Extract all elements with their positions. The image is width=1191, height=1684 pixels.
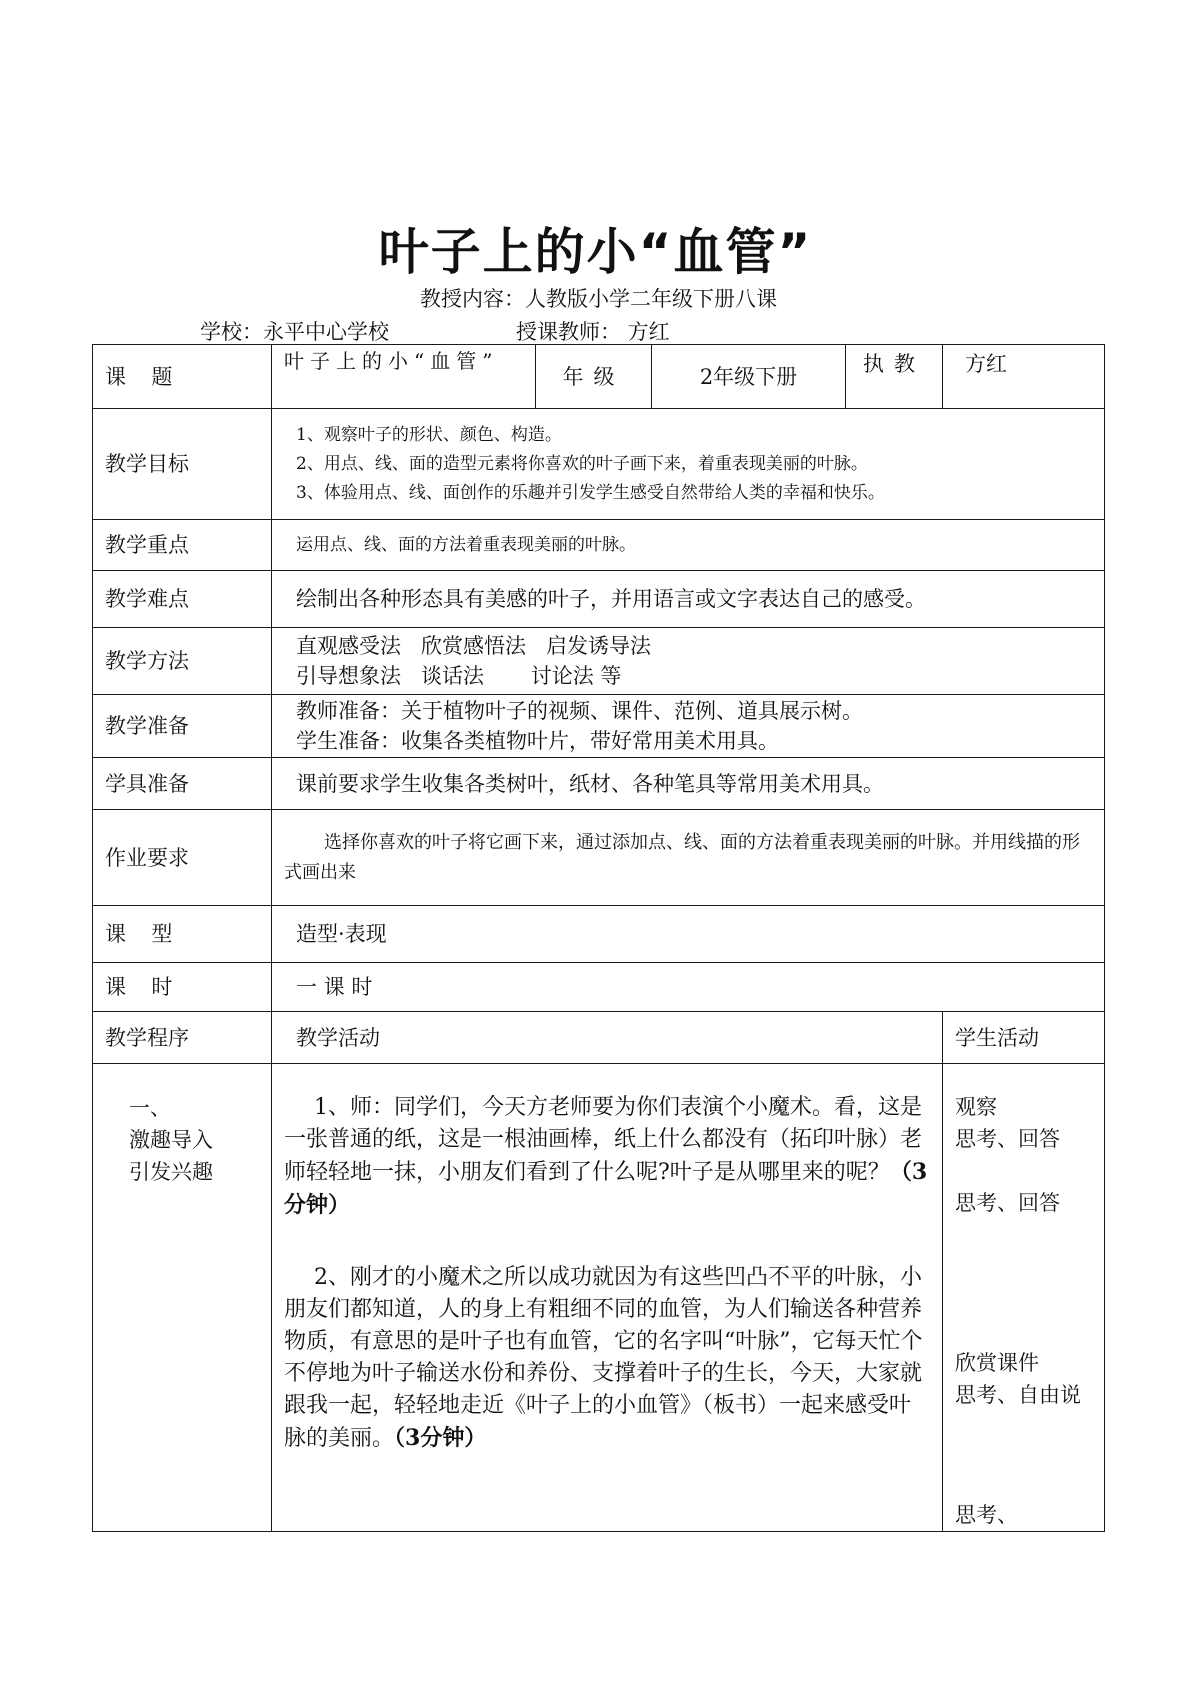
step-cell: [93, 1064, 272, 1532]
time-note: （3分钟）: [394, 1425, 487, 1451]
tools-row: [93, 758, 1105, 810]
period-label: 课 时: [93, 963, 272, 1012]
activity-paragraph-2: [284, 1262, 930, 1455]
prep-line: 教师准备：关于植物叶子的视频、课件、范例、道具展示树。: [296, 699, 863, 723]
activity-text: 1、师：同学们，今天方老师要为你们表演个小魔术。看，这是一张普通的纸，这是一根油画棒，纸上什么都没有（拓印叶脉）老师轻轻地一抹，小朋友们看到了什么呢?叶子是从哪里来的呢？: [284, 1095, 923, 1185]
activity-paragraph-1: [284, 1092, 930, 1222]
tools-content: 课前要求学生收集各类树叶，纸材、各种笔具等常用美术用具。: [272, 758, 1105, 810]
key-row: [93, 520, 1105, 571]
period-content: 一 课 时: [272, 963, 1105, 1012]
key-content: 运用点、线、面的方法着重表现美丽的叶脉。: [272, 520, 1105, 571]
goal-item: 3、体验用点、线、面创作的乐趣并引发学生感受自然带给人类的幸福和快乐。: [296, 482, 885, 503]
method-content: [272, 628, 1105, 695]
type-row: [93, 906, 1105, 963]
method-line: 引导想象法 谈话法 讨论法 等: [296, 664, 622, 688]
goals-label: 教学目标: [93, 409, 272, 520]
homework-label: 作业要求: [93, 810, 272, 906]
procedure-step-row: [93, 1064, 1105, 1532]
grade-value: 2年级下册: [652, 345, 846, 409]
homework-content: [272, 810, 1105, 906]
goal-item: 2、用点、线、面的造型元素将你喜欢的叶子画下来，着重表现美丽的叶脉。: [296, 453, 868, 474]
teach-value: 方红: [943, 345, 1105, 409]
procedure-col-label: 教学程序: [93, 1012, 272, 1064]
prep-label: 教学准备: [93, 695, 272, 758]
homework-row: [93, 810, 1105, 906]
goals-row: [93, 409, 1105, 520]
tools-label: 学具准备: [93, 758, 272, 810]
student-activity: 思考、: [955, 1503, 1018, 1527]
lesson-plan-table: [92, 344, 1105, 1532]
student-activity: 思考、回答: [955, 1127, 1060, 1151]
student-activity: 欣赏课件: [955, 1351, 1039, 1375]
school-label: 学校：永平中心学校: [200, 320, 389, 344]
grade-label: 年级: [536, 345, 652, 409]
activity-text: 2、刚才的小魔术之所以成功就因为有这些凹凸不平的叶脉，小朋友们都知道，人的身上有粗细不同的血管，为人们输送各种营养物质，有意思的是叶子也有血管，它的名字叫“叶脉”，它每天忙个不停地为叶子输送水份和养份、支撑着叶子的生长，今天，大家就跟我一起，轻轻地走近《叶子上的小血管》（板书）一起来感受叶脉的美丽。: [284, 1265, 923, 1451]
method-line: 直观感受法 欣赏感悟法 启发诱导法: [296, 634, 652, 658]
difficult-content: 绘制出各种形态具有美感的叶子，并用语言或文字表达自己的感受。: [272, 571, 1105, 628]
method-label: 教学方法: [93, 628, 272, 695]
topic-label: 课 题: [93, 345, 272, 409]
goals-content: [272, 409, 1105, 520]
student-activity: 思考、自由说: [955, 1383, 1081, 1407]
step-subtitle: 引发兴趣: [129, 1160, 213, 1184]
prep-row: [93, 695, 1105, 758]
activity-cell: [272, 1064, 943, 1532]
activity-col-label: 教学活动: [272, 1012, 943, 1064]
student-cell: [943, 1064, 1105, 1532]
prep-line: 学生准备：收集各类植物叶片，带好常用美术用具。: [296, 729, 779, 753]
key-label: 教学重点: [93, 520, 272, 571]
teacher-label: 授课教师： 方红: [516, 320, 670, 344]
student-activity: 思考、回答: [955, 1191, 1060, 1215]
prep-content: [272, 695, 1105, 758]
time-note: （3分钟）: [284, 1159, 928, 1218]
teach-label: 执教: [846, 345, 943, 409]
topic-value: 叶子上的小“血管”: [272, 345, 536, 409]
student-col-label: 学生活动: [943, 1012, 1105, 1064]
student-activity: 观察: [955, 1095, 997, 1119]
goal-item: 1、观察叶子的形状、颜色、构造。: [296, 424, 562, 445]
subtitle: 教授内容：人教版小学二年级下册八课: [420, 287, 777, 311]
homework-text: 选择你喜欢的叶子将它画下来，通过添加点、线、面的方法着重表现美丽的叶脉。并用线描的形式画出来: [284, 831, 1080, 883]
procedure-header-row: [93, 1012, 1105, 1064]
difficult-row: [93, 571, 1105, 628]
topic-row: [93, 345, 1105, 409]
page-title: 叶子上的小“血管”: [378, 223, 813, 281]
step-number: 一、: [129, 1096, 171, 1120]
difficult-label: 教学难点: [93, 571, 272, 628]
period-row: [93, 963, 1105, 1012]
type-label: 课 型: [93, 906, 272, 963]
type-content: 造型·表现: [272, 906, 1105, 963]
method-row: [93, 628, 1105, 695]
step-title: 激趣导入: [129, 1128, 213, 1152]
